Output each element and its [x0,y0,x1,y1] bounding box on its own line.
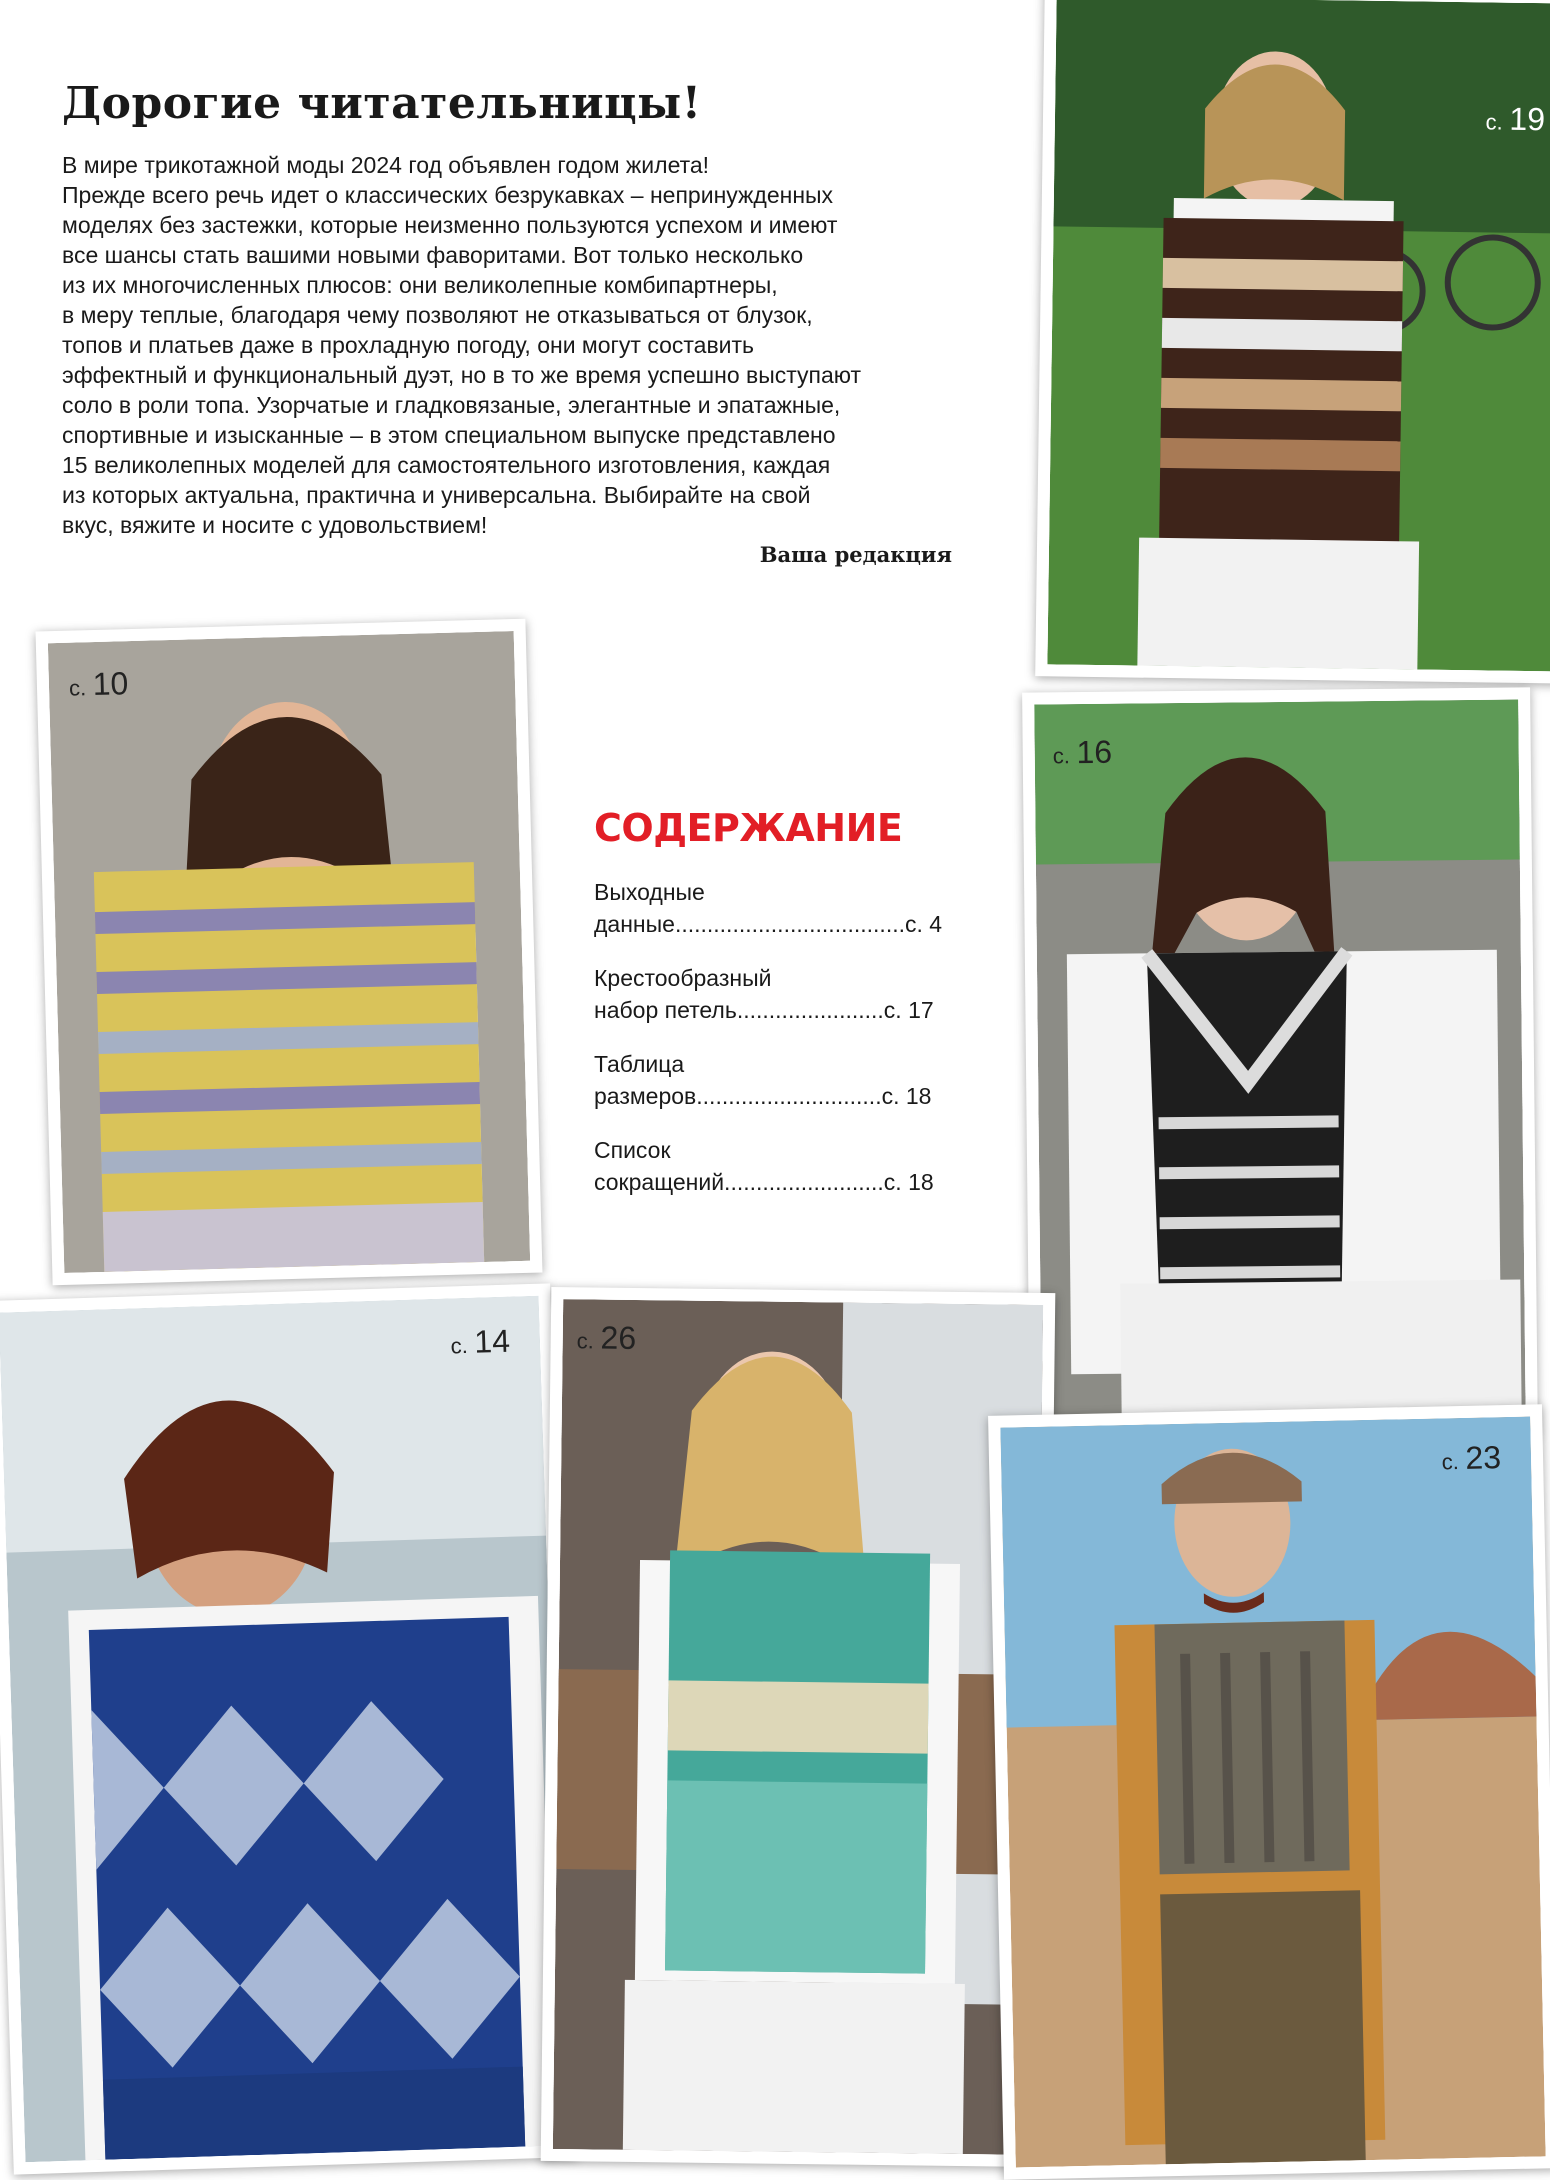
page-reference [577,1319,637,1357]
toc-title: СОДЕРЖАНИЕ [594,806,903,850]
photo-vest-grey-cable-icon [1000,1417,1545,2168]
page-reference [68,665,128,704]
editorial-signature: Ваша редакция [759,542,952,567]
page-prefix: с. [1441,1449,1460,1475]
editorial-line: топов и платьев даже в прохладную погоду, они могут составить [62,332,755,358]
toc-item-line2: набор петель.......................с. 17 [594,997,934,1023]
page-number: 19 [1509,100,1546,138]
editorial-line: из которых актуальна, практична и универсальна. Выбирайте на свой [62,482,811,508]
toc-item-line2: размеров.............................с. 18 [594,1083,932,1109]
editorial-line: в меру теплые, благодаря чему позволяют не отказываться от блузок, [62,302,813,328]
editorial-line: все шансы стать вашими новыми фаворитами. Вот только несколько [62,242,804,268]
toc-item[interactable] [594,962,974,1026]
editorial-line: эффектный и функциональный дуэт, но в то же время успешно выступают [62,362,862,388]
editorial-line: вкус, вяжите и носите с удовольствием! [62,512,488,538]
editorial-heading: Дорогие читательницы! [62,78,702,129]
photo-card-page-10[interactable] [36,619,543,1286]
page-number: 14 [473,1322,511,1360]
page-prefix: с. [1485,109,1503,135]
page-prefix: с. [450,1332,469,1359]
editorial-line: Прежде всего речь идет о классических безрукавках – непринужденных [62,182,834,208]
table-of-contents [594,806,974,1220]
editorial-line: В мире трикотажной моды 2024 год объявлен годом жилета! [62,152,710,178]
page-reference [1485,100,1545,138]
editorial-line: из их многочисленных плюсов: они великолепные комбипартнеры, [62,272,778,298]
photo-card-page-26[interactable] [541,1287,1056,2167]
page-prefix: с. [68,675,87,701]
page-reference [450,1323,511,1362]
page-number: 10 [92,665,129,703]
toc-item-line2: данные....................................с. 4 [594,911,943,937]
toc-item-line1: Список [594,1137,671,1163]
photo-card-page-23[interactable] [988,1404,1550,2179]
editorial-line: 15 великолепных моделей для самостоятельного изготовления, каждая [62,452,831,478]
toc-item-line1: Выходные [594,879,705,905]
toc-item[interactable] [594,1134,974,1198]
photo-vest-yellow-stripes-icon [48,631,530,1273]
page-reference [1441,1439,1501,1477]
editorial-line: спортивные и изысканные – в этом специальном выпуске представлено [62,422,836,448]
photo-vest-black-white-chevron-icon [1034,699,1526,1428]
photo-card-page-19[interactable] [1035,0,1550,684]
toc-item[interactable] [594,876,974,940]
photo-vest-argyle-icon [0,1296,565,2163]
photo-card-page-16[interactable] [1022,687,1538,1440]
toc-item-line2: сокращений.........................с. 18 [594,1169,934,1195]
photo-card-page-14[interactable] [0,1283,578,2174]
editorial-text [62,150,962,540]
page-prefix: с. [576,1328,594,1354]
page-number: 16 [1076,733,1113,771]
toc-item-line1: Крестообразный [594,965,772,991]
page-reference [1053,734,1113,772]
editorial-line: соло в роли топа. Узорчатые и гладковязаные, элегантные и эпатажные, [62,392,841,418]
page-number: 23 [1465,1439,1502,1476]
photo-vest-rose-fair-isle-icon [1047,0,1550,672]
toc-item-line1: Таблица [594,1051,685,1077]
toc-item[interactable] [594,1048,974,1112]
photo-vest-turquoise-ombre-icon [553,1299,1043,2155]
editorial-line: моделях без застежки, которые неизменно пользуются успехом и имеют [62,212,838,238]
page-prefix: с. [1052,743,1071,769]
page-number: 26 [600,1319,637,1356]
